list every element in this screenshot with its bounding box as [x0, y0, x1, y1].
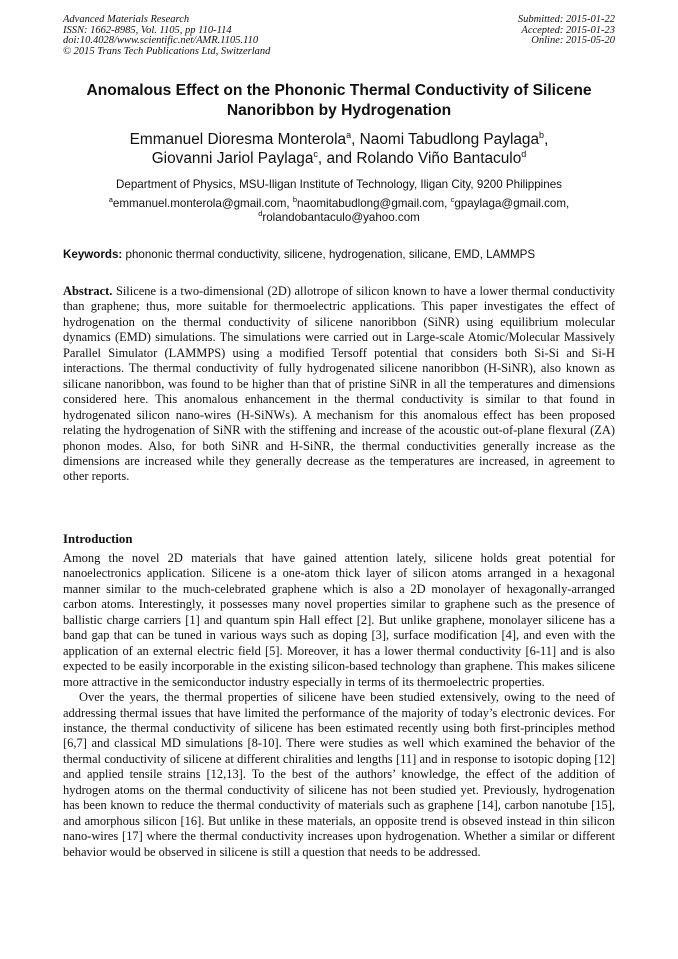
author-mark: d	[521, 148, 527, 159]
author-mark: c	[313, 148, 318, 159]
author-separator: ,	[351, 131, 360, 148]
author-name: Emmanuel Dioresma Monterola	[129, 131, 347, 148]
author-line-1	[40, 130, 638, 149]
dates-header	[518, 15, 615, 47]
journal-doi: doi:10.4028/www.scientific.net/AMR.1105.110	[63, 35, 259, 47]
email-address: emmanuel.monterola@gmail.com	[112, 197, 287, 210]
journal-name: Advanced Materials Research	[63, 14, 190, 25]
author-list	[40, 130, 638, 168]
abstract	[63, 284, 615, 485]
author-emails	[40, 197, 638, 225]
author-mark: b	[539, 129, 545, 140]
email-mark: c	[450, 195, 455, 205]
submitted-date: Submitted: 2015-01-22	[517, 14, 615, 25]
email-mark: a	[108, 195, 113, 205]
author-line-2	[40, 149, 638, 168]
journal-copyright: © 2015 Trans Tech Publications Ltd, Switzerland	[63, 45, 271, 57]
email-address: rolandobantaculo@yahoo.com	[262, 211, 420, 224]
journal-header	[63, 15, 270, 57]
introduction-body	[63, 551, 615, 860]
title-line-2: Nanoribbon by Hydrogenation	[226, 102, 452, 119]
email-separator: ,	[566, 197, 570, 210]
accepted-date: Accepted: 2015-01-23	[521, 24, 615, 36]
email-separator: ,	[444, 197, 451, 210]
introduction-heading: Introduction	[63, 532, 133, 546]
affiliation: Department of Physics, MSU-Iligan Institute of Technology, Iligan City, 9200 Philippines	[116, 178, 562, 191]
author-name: Rolando Viño Bantaculo	[356, 150, 522, 167]
keywords	[63, 248, 623, 262]
email-address: gpaylaga@gmail.com	[454, 197, 567, 210]
email-line-1	[40, 197, 638, 211]
author-separator: , and	[317, 150, 357, 167]
keywords-label: Keywords:	[63, 248, 123, 261]
author-separator: ,	[544, 131, 549, 148]
email-line-2	[40, 211, 638, 225]
email-mark: d	[258, 209, 263, 219]
email-separator: ,	[286, 197, 293, 210]
journal-issn: ISSN: 1662-8985, Vol. 1105, pp 110-114	[63, 24, 232, 36]
introduction-paragraph-1: Among the novel 2D materials that have gained attention lately, silicene holds great potential for nanoelectronics application. Silicene is a one-atom thick layer of silicon atoms arranged in a hexagonal manner similar to the much-celebrated graphene which is also a 2D monolayer of hexagonally-arranged carbon atoms. Interestingly, it possesses many novel properties similar to graphene such as the presence of ballistic charge carriers [1] and quantum spin Hall effect [2]. But unlike graphene, monolayer silicene has a band gap that can be tuned in various ways such as doping [3], surface modification [4], and even with the application of an external electric field [5]. Moreover, it has a lower thermal conductivity [6-11] and is also expected to be easily incorporable in the existing silicon-based technology than graphene. This makes silicene more attractive in the semiconductor industry especially in terms of its thermoelectric properties.	[63, 551, 615, 689]
paper-title	[50, 81, 628, 121]
online-date: Online: 2015-05-20	[531, 35, 615, 47]
introduction-paragraph-2: Over the years, the thermal properties of silicene have been studied extensively, owing to the need of addressing thermal issues that have limited the performance of the majority of today’s electronic devices. For instance, the thermal conductivity of silicene has been estimated recently using both first-principles method [6,7] and classical MD simulations [8-10]. There were studies as well which examined the behavior of the thermal conductivity of silicene at different chiralities and lengths [11] and in response to isotopic doping [12] and applied tensile strains [12,13]. To the best of the authors’ knowledge, the effect of the addition of hydrogen atoms on the thermal conductivity of silicene has not been studied yet. Previously, hydrogenation has been known to reduce the thermal conductivity of materials such as graphene [14], carbon nanotube [15], and amorphous silicon [16]. But unlike in these materials, an opposite trend is obseved instead in thin silicon nano-wires [17] where the thermal conductivity increases upon hydrogenation. Whether a similar or different behavior would be observed in silicene is still a question that needs to be addressed.	[63, 690, 615, 859]
author-name: Naomi Tabudlong Paylaga	[359, 131, 540, 148]
keywords-text: phononic thermal conductivity, silicene, hydrogenation, silicane, EMD, LAMMPS	[125, 248, 536, 261]
title-line-1: Anomalous Effect on the Phononic Thermal Conductivity of Silicene	[86, 82, 592, 99]
author-name: Giovanni Jariol Paylaga	[151, 150, 314, 167]
abstract-text: Silicene is a two-dimensional (2D) allotrope of silicon known to have a lower thermal conductivity than graphene; thus, more suitable for thermoelectric applications. This paper investigates the effect of hydrogenation on the thermal conductivity of silicene nanoribbon (SiNR) using equilibrium molecular dynamics (EMD) simulations. The simulations were carried out in Large-scale Atomic/Molecular Massively Parallel Simulator (LAMMPS) using a modified Tersoff potential that considers both Si-Si and Si-H interactions. The thermal conductivity of fully hydrogenated silicene nanoribbon (H-SiNR), also known as silicane nanoribbon, was found to be higher than that of pristine SiNR in all the temperatures and dimensions considered here. This anomalous enhancement in the thermal conductivity is similar to that found in hydrogenated silicon nano-wires (H-SiNWs). A mechanism for this anomalous effect has been proposed relating the hydrogenation of SiNR with the stiffening and increase of the acoustic out-of-plane flexural (ZA) phonon modes. Also, for both SiNR and H-SiNR, the thermal conductivities generally increase as the dimensions are increased while they generally decrease as the temperatures are increased, in agreement to other reports.	[63, 284, 616, 484]
email-address: naomitabudlong@gmail.com	[297, 197, 445, 210]
abstract-label: Abstract.	[63, 284, 113, 298]
author-mark: a	[346, 129, 352, 140]
email-mark: b	[292, 195, 298, 205]
